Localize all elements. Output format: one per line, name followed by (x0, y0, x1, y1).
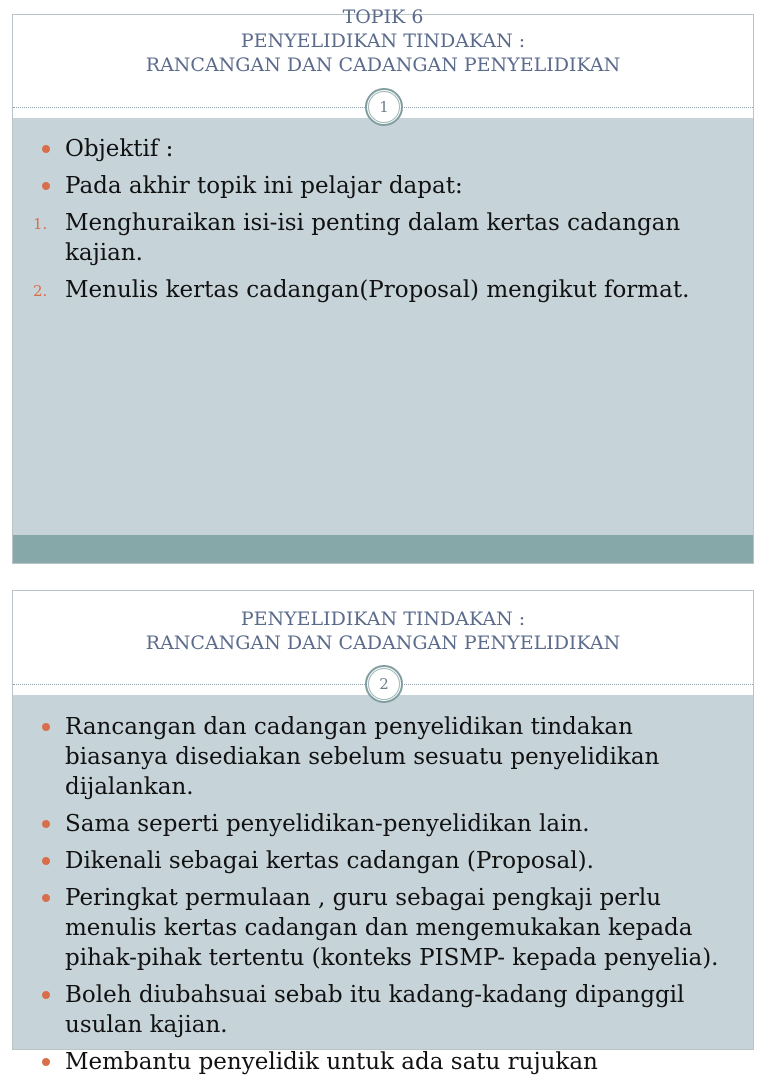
list-item-text: Dikenali sebagai kertas cadangan (Proposal). (65, 848, 594, 874)
slide-title-line: TOPIK 6 (342, 6, 424, 28)
list-item-text: Objektif : (65, 136, 174, 162)
slide-title (13, 607, 753, 655)
content-list (13, 712, 753, 1084)
slide-number: 2 (379, 675, 389, 693)
bullet-icon (42, 857, 50, 865)
slide-number-badge (365, 88, 403, 126)
content-list (13, 134, 753, 312)
list-item (13, 208, 753, 268)
bullet-icon (42, 182, 50, 190)
list-item-text: Sama seperti penyelidikan-penyelidikan lain. (65, 811, 590, 837)
slide-title-line: RANCANGAN DAN CADANGAN PENYELIDIKAN (145, 632, 621, 654)
list-item-text: Pada akhir topik ini pelajar dapat: (65, 173, 463, 199)
bullet-icon (42, 991, 50, 999)
list-item-text: Boleh diubahsuai sebab itu kadang-kadang dipanggil usulan kajian. (65, 982, 685, 1038)
bullet-icon (42, 820, 50, 828)
list-item-text: Menghuraikan isi-isi penting dalam kertas cadangan kajian. (65, 210, 681, 266)
list-item (13, 134, 753, 164)
list-number: 2. (33, 282, 48, 300)
bullet-icon (42, 1058, 50, 1066)
list-item-text: Menulis kertas cadangan(Proposal) mengikut format. (65, 277, 690, 303)
slide-1 (12, 6, 754, 564)
slide-title (13, 5, 753, 77)
list-item-text: Rancangan dan cadangan penyelidikan tindakan biasanya disediakan sebelum sesuatu penyelidikan dijalankan. (65, 714, 660, 800)
slide-title-line: PENYELIDIKAN TINDAKAN : (240, 608, 526, 630)
bullet-icon (42, 723, 50, 731)
list-item (13, 275, 753, 305)
footer-band (13, 535, 753, 563)
list-item-text: Membantu penyelidik untuk ada satu rujukan (65, 1049, 598, 1075)
bullet-icon (42, 894, 50, 902)
list-item-text: Peringkat permulaan , guru sebagai pengkaji perlu menulis kertas cadangan dan mengemukakan kepada pihak-pihak tertentu (konteks PISMP- kepada penyelia). (65, 885, 719, 971)
slide-title-line: RANCANGAN DAN CADANGAN PENYELIDIKAN (145, 54, 621, 76)
slide-2 (12, 590, 754, 1075)
slide-number-badge (365, 665, 403, 703)
list-item (13, 171, 753, 201)
list-item (13, 809, 753, 839)
bullet-icon (42, 145, 50, 153)
list-item (13, 883, 753, 973)
slide-number: 1 (379, 98, 389, 116)
list-item (13, 712, 753, 802)
list-item (13, 980, 753, 1040)
list-item (13, 846, 753, 876)
list-item (13, 1047, 753, 1077)
list-number: 1. (33, 215, 48, 233)
slide-title-line: PENYELIDIKAN TINDAKAN : (240, 30, 526, 52)
